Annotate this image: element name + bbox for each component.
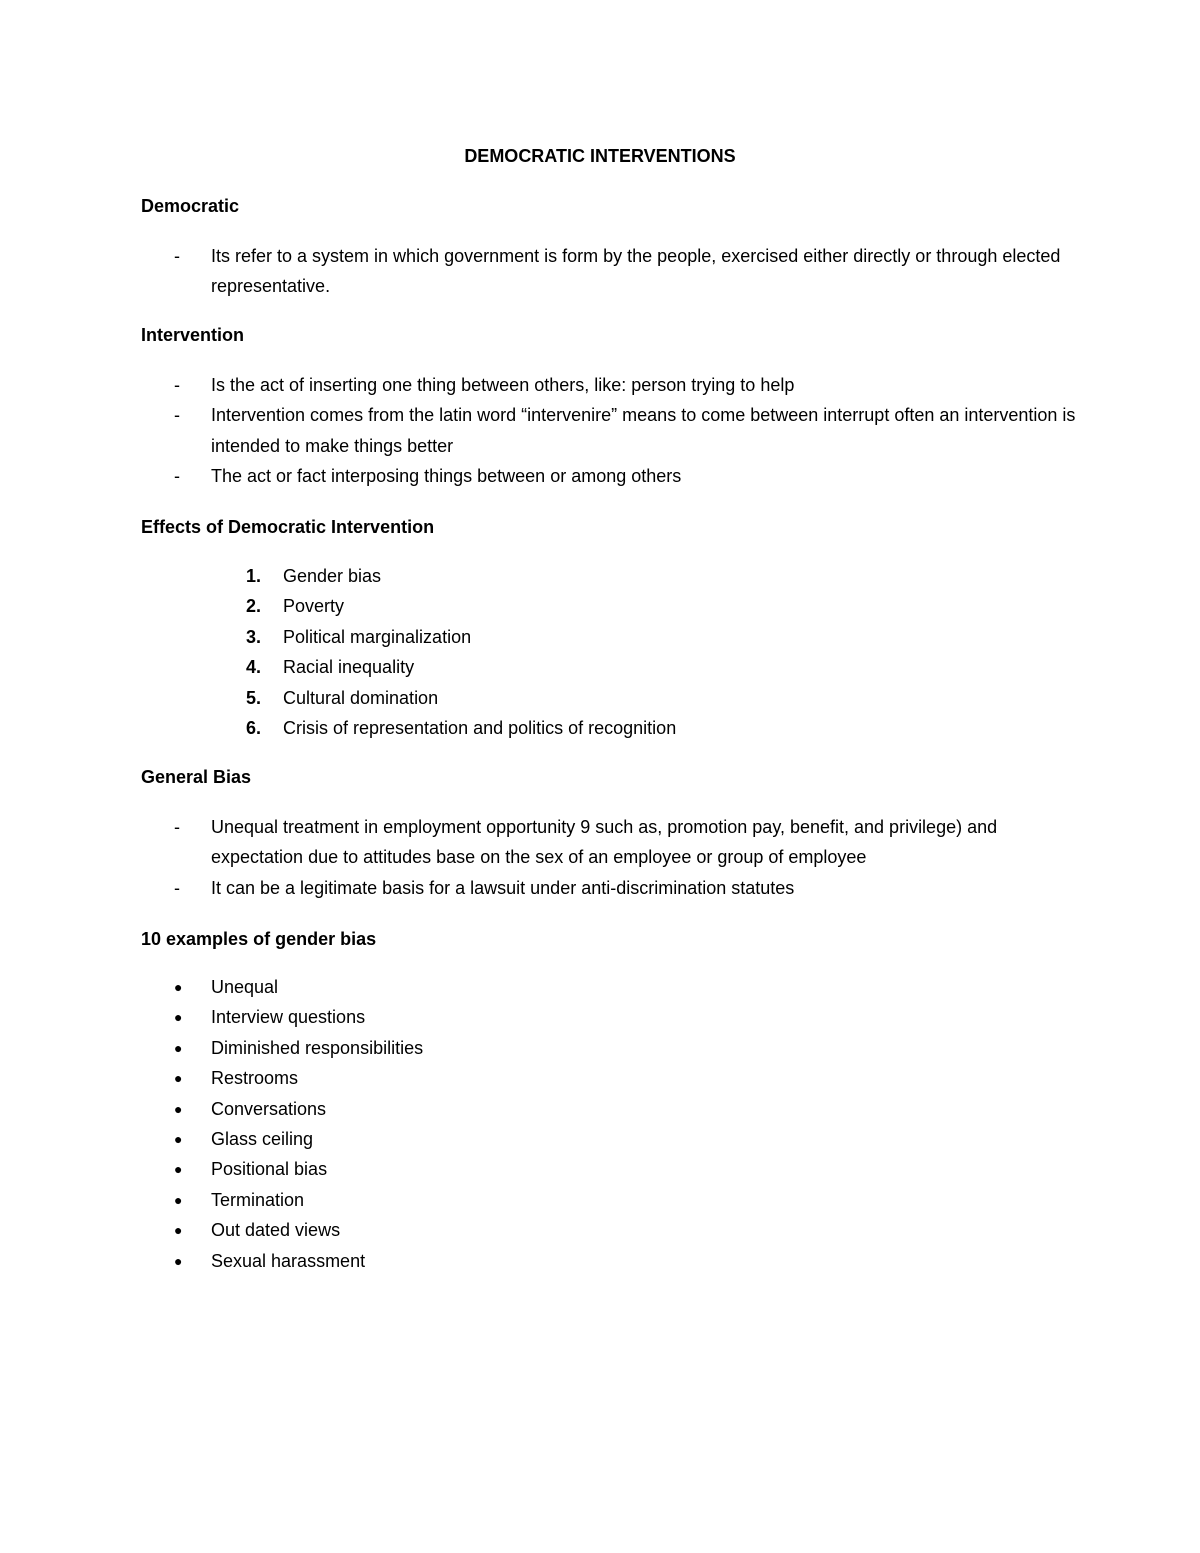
list-item bbox=[0, 622, 1103, 652]
dash-marker: - bbox=[174, 375, 180, 395]
list-item-text: Unequal treatment in employment opportunity 9 such as, promotion pay, benefit, and privilege) and expectation due to attitudes base on the sex of an employee or group of employee bbox=[211, 817, 998, 868]
list-item-text: Cultural domination bbox=[283, 687, 439, 708]
list-item bbox=[0, 591, 1103, 621]
list-item-text: Positional bias bbox=[211, 1159, 328, 1180]
list-item bbox=[0, 400, 1091, 461]
dash-marker: - bbox=[174, 466, 180, 487]
bullet-marker: ● bbox=[174, 1100, 183, 1117]
list-item bbox=[0, 683, 1103, 713]
list-item bbox=[0, 1094, 423, 1124]
heading-intervention: Intervention bbox=[141, 325, 245, 345]
list-item bbox=[0, 1246, 423, 1276]
list-number: 2. bbox=[246, 596, 262, 617]
list-item bbox=[0, 812, 1091, 873]
list-item bbox=[0, 461, 1091, 491]
list-item bbox=[0, 241, 1091, 302]
list-item-text: Interview questions bbox=[211, 1007, 366, 1028]
bullet-marker: ● bbox=[174, 1191, 183, 1208]
list-item-text: Termination bbox=[211, 1189, 305, 1210]
list-item bbox=[0, 1185, 423, 1215]
list-item bbox=[0, 1002, 423, 1032]
list-item bbox=[0, 713, 1103, 743]
list-item bbox=[0, 1124, 423, 1154]
general-bias-list bbox=[0, 812, 1091, 903]
list-item-text: Sexual harassment bbox=[211, 1250, 366, 1271]
dash-marker: - bbox=[174, 877, 180, 898]
dash-marker: - bbox=[174, 405, 180, 426]
list-number: 3. bbox=[246, 626, 262, 647]
list-item-text: Its refer to a system in which government is form by the people, exercised either directly or through elected representative. bbox=[211, 246, 1061, 297]
heading-general-bias: General Bias bbox=[141, 767, 252, 787]
democratic-list bbox=[0, 241, 1091, 302]
bullet-marker: ● bbox=[174, 1131, 183, 1148]
list-item-text: The act or fact interposing things between or among others bbox=[211, 466, 682, 487]
list-number: 6. bbox=[246, 718, 262, 739]
list-item-text: Intervention comes from the latin word “intervenire” means to come between interrupt often an intervention is intended to make things better bbox=[211, 405, 1076, 456]
list-item-text: Conversations bbox=[211, 1098, 327, 1119]
bullet-marker: ● bbox=[174, 1070, 183, 1087]
list-item-text: Is the act of inserting one thing between others, like: person trying to help bbox=[211, 375, 795, 395]
list-item-text: Political marginalization bbox=[283, 626, 472, 647]
bullet-marker: ● bbox=[174, 1222, 183, 1239]
heading-democratic: Democratic bbox=[141, 196, 240, 216]
heading-examples: 10 examples of gender bias bbox=[141, 929, 377, 949]
list-item-text: Glass ceiling bbox=[211, 1129, 314, 1150]
list-item bbox=[0, 370, 1091, 400]
list-item-text: Racial inequality bbox=[283, 657, 415, 678]
bullet-marker: ● bbox=[174, 1252, 183, 1269]
list-item bbox=[0, 972, 423, 1002]
list-item-text: Diminished responsibilities bbox=[211, 1037, 424, 1058]
list-item bbox=[0, 1063, 423, 1093]
bullet-marker: ● bbox=[174, 1039, 183, 1056]
list-item-text: Unequal bbox=[211, 977, 279, 997]
bullet-marker: ● bbox=[174, 1161, 183, 1178]
list-item bbox=[0, 1033, 423, 1063]
examples-list bbox=[0, 972, 423, 1276]
list-number: 4. bbox=[246, 657, 262, 678]
dash-marker: - bbox=[174, 246, 180, 266]
heading-effects: Effects of Democratic Intervention bbox=[141, 517, 435, 537]
effects-list bbox=[0, 561, 1103, 743]
list-item-text: It can be a legitimate basis for a lawsuit under anti-discrimination statutes bbox=[211, 877, 795, 898]
list-item-text: Restrooms bbox=[211, 1068, 299, 1089]
document-title: DEMOCRATIC INTERVENTIONS bbox=[464, 146, 736, 166]
list-item bbox=[0, 873, 1091, 903]
intervention-list bbox=[0, 370, 1091, 492]
list-item-text: Gender bias bbox=[283, 566, 382, 586]
list-item bbox=[0, 1215, 423, 1245]
list-item bbox=[0, 652, 1103, 682]
list-number: 1. bbox=[246, 566, 262, 586]
dash-marker: - bbox=[174, 817, 180, 837]
list-item bbox=[0, 561, 1103, 591]
list-item bbox=[0, 1154, 423, 1184]
list-item-text: Crisis of representation and politics of recognition bbox=[283, 718, 677, 739]
bullet-marker: ● bbox=[174, 979, 183, 995]
list-number: 5. bbox=[246, 687, 262, 708]
list-item-text: Poverty bbox=[283, 596, 345, 617]
bullet-marker: ● bbox=[174, 1009, 183, 1026]
list-item-text: Out dated views bbox=[211, 1220, 341, 1241]
